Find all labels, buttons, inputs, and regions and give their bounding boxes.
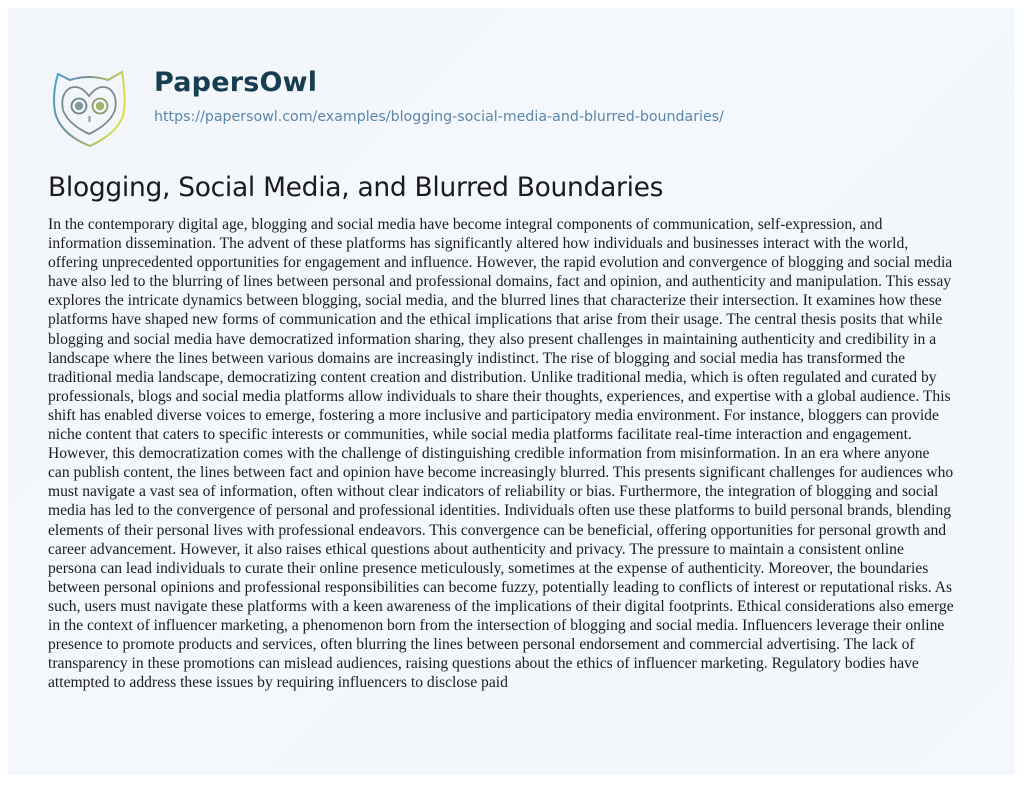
body-line: such, users must navigate these platforms with a keen awareness of the implications of their digital footprints. Ethical considerations also emerge [48,597,954,615]
body-line: transparency in these promotions can mislead audiences, raising questions about the ethics of influencer marketing. Regulatory bodies have [48,655,919,673]
body-line: elements of their personal lives with professional endeavors. This convergence can be beneficial, offering opportunities for personal growth and [48,521,947,539]
body-line: blogging and social media have democratized information sharing, they also present challenges in maintaining authenticity and credibility in a [48,330,937,348]
body-line: media has led to the convergence of personal and professional identities. Individuals often use these platforms to build personal brands, blending [48,502,952,520]
body-line: have also led to the blurring of lines between personal and professional domains, fact and opinion, and authenticity and manipulation. This essay [48,273,952,291]
article-body [48,215,988,692]
body-line: explores the intricate dynamics between blogging, social media, and the blurred lines that characterize their intersection. It examines how these [48,292,942,310]
body-line: career advancement. However, it also raises ethical questions about authenticity and privacy. The pressure to maintain a consistent online [48,540,904,558]
body-line: niche content that caters to specific interests or communities, while social media platforms facilitate real-time interaction and engagement. [48,426,912,444]
owl-logo-icon[interactable] [50,66,128,150]
body-line: shift has enabled diverse voices to emerge, fostering a more inclusive and participatory media environment. For instance, bloggers can provide [48,406,939,424]
body-line: information dissemination. The advent of these platforms has significantly altered how individuals and businesses interact with the world, [48,235,909,253]
body-line: in the context of influencer marketing, a phenomenon born from the intersection of blogging and social media. Influencers leverage their online [48,616,945,634]
body-line: platforms have shaped new forms of communication and the ethical implications that arise from their usage. The central thesis posits that while [48,311,943,329]
body-line: attempted to address these issues by requiring influencers to disclose paid [48,674,508,692]
body-line: traditional media landscape, democratizing content creation and distribution. Unlike traditional media, which is often regulated and curated by [48,368,937,386]
body-line: landscape where the lines between various domains are increasingly indistinct. The rise of blogging and social media has transformed the [48,349,906,367]
body-line: persona can lead individuals to curate their online presence meticulously, sometimes at the expense of authenticity. Moreover, the boundaries [48,559,929,577]
body-line: can publish content, the lines between fact and opinion have become increasingly blurred. This presents significant challenges for audiences who [48,464,954,482]
body-line: However, this democratization comes with the challenge of distinguishing credible information from misinformation. In an era where anyone [48,445,930,463]
page-url-link[interactable]: https://papersowl.com/examples/blogging-social-media-and-blurred-boundaries/ [154,109,724,125]
body-line: between personal opinions and professional responsibilities can become fuzzy, potentially leading to conflicts of interest or reputational risks. As [48,578,953,596]
body-line: In the contemporary digital age, blogging and social media have become integral components of communication, self-expression, and [48,216,883,233]
article-title: Blogging, Social Media, and Blurred Boundaries [48,172,664,203]
body-line: offering unprecedented opportunities for engagement and influence. However, the rapid evolution and convergence of blogging and social media [48,254,953,272]
body-line: must navigate a vast sea of information, often without clear indicators of reliability or bias. Furthermore, the integration of blogging and social [48,483,939,501]
brand-name[interactable]: PapersOwl [154,67,318,98]
body-line: presence to promote products and services, often blurring the lines between personal endorsement and commercial advertising. The lack of [48,636,915,654]
body-line: professionals, blogs and social media platforms allow individuals to share their thoughts, experiences, and expertise with a global audience. This [48,387,951,405]
